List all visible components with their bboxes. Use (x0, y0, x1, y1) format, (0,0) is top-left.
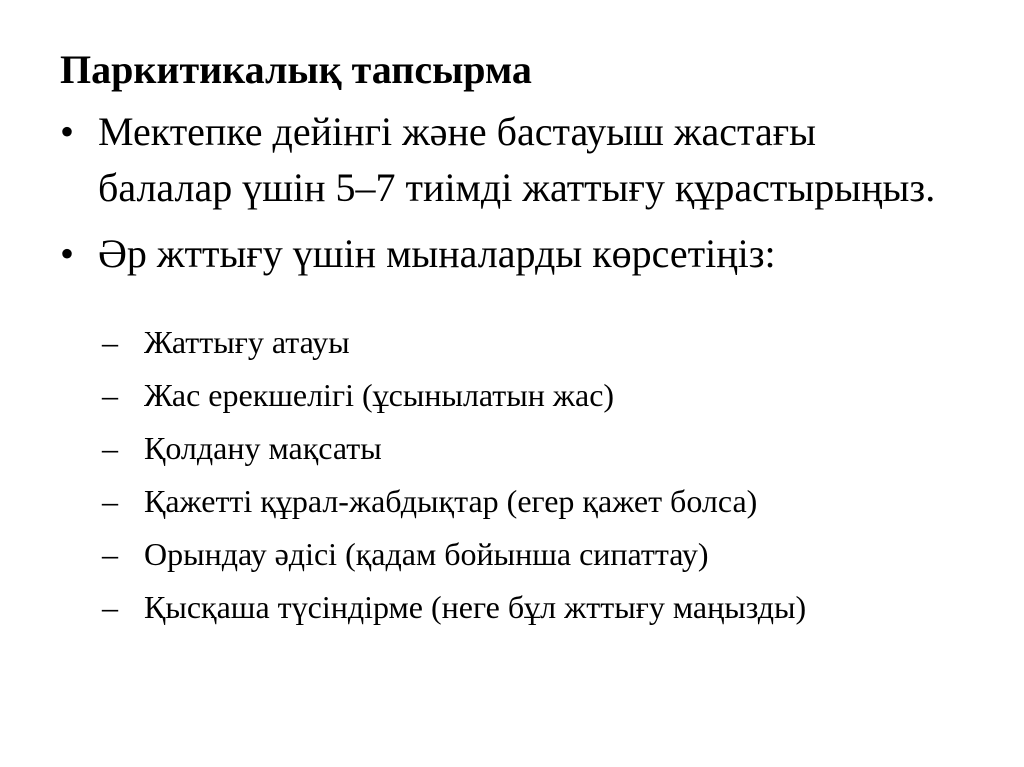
sub-bullet-text: Жаттығу атауы (144, 324, 350, 360)
sub-bullet-text: Қысқаша түсіндірме (неге бұл жттығу маңызды) (144, 589, 807, 625)
dash-marker: – (102, 430, 118, 466)
bullet-list (60, 104, 960, 286)
sub-bullet-text: Қолдану мақсаты (144, 430, 382, 466)
bullet-item (60, 226, 960, 282)
slide-title: Паркитикалық тапсырма (60, 47, 532, 92)
dash-marker: – (102, 324, 118, 360)
dash-marker: – (102, 536, 118, 572)
dash-marker: – (102, 589, 118, 625)
sub-bullet-item (60, 479, 960, 523)
sub-bullet-text: Қажетті құрал-жабдықтар (егер қажет болса) (144, 483, 758, 519)
sub-bullet-item (60, 532, 960, 576)
bullet-marker: • (60, 109, 75, 154)
dash-marker: – (102, 377, 118, 413)
bullet-marker: • (60, 231, 75, 276)
sub-bullet-item (60, 585, 960, 629)
sub-bullet-list (60, 320, 960, 638)
sub-bullet-text: Орындау әдісі (қадам бойынша сипаттау) (144, 536, 709, 572)
sub-bullet-item (60, 320, 960, 364)
bullet-text: Әр жттығу үшін мыналарды көрсетіңіз: (98, 231, 776, 276)
bullet-item (60, 104, 960, 216)
dash-marker: – (102, 483, 118, 519)
sub-bullet-item (60, 373, 960, 417)
sub-bullet-text: Жас ерекшелігі (ұсынылатын жас) (144, 377, 615, 413)
sub-bullet-item (60, 426, 960, 470)
bullet-text: Мектепке дейінгі және бастауыш жастағы балалар үшін 5–7 тиімді жаттығу құрастырыңыз. (98, 109, 936, 210)
